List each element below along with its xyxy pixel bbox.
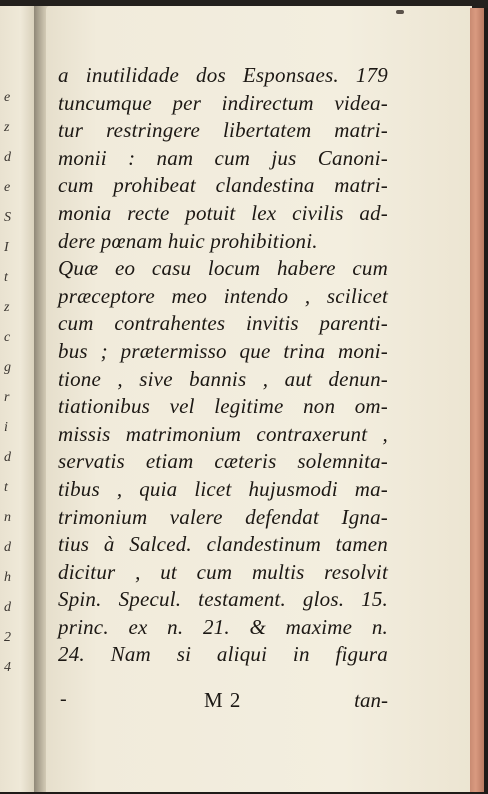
text-line: cum prohibeat clandestina matri- <box>58 173 388 198</box>
red-page-edge <box>470 8 484 792</box>
facing-page-edge <box>0 6 35 792</box>
facing-page-glyph: 2 <box>4 630 11 645</box>
text-line: trimonium valere defendat Igna- <box>58 504 388 529</box>
text-line: tius à Salced. clandestinum tamen <box>58 532 388 557</box>
page-corner-mark <box>396 10 404 14</box>
text-line: cum contrahentes invitis parenti- <box>58 311 388 336</box>
facing-page-glyph: d <box>4 150 11 165</box>
facing-page-glyph: z <box>4 120 10 135</box>
facing-page-glyph: r <box>4 390 10 405</box>
text-line: dicitur , ut cum multis resolvit <box>58 559 388 584</box>
text-line: præceptore meo intendo , scilicet <box>58 283 388 308</box>
catchword: tan- <box>354 688 388 712</box>
text-line: tuncumque per indirectum videa- <box>58 90 388 115</box>
facing-page-glyph: I <box>4 240 9 255</box>
text-line: princ. ex n. 21. & maxime n. <box>58 614 388 639</box>
running-head: a inutilidade dos Esponsaes. 179 <box>58 63 388 87</box>
text-line: missis matrimonium contraxerunt , <box>58 421 388 446</box>
facing-page-glyph: S <box>4 210 11 225</box>
facing-page-glyph: t <box>4 270 8 285</box>
facing-page-glyph: h <box>4 570 11 585</box>
text-line: dere pœnam huic prohibitioni. <box>58 228 318 253</box>
text-line: tur restringere libertatem matri- <box>58 118 388 143</box>
text-line: Spin. Specul. testament. glos. 15. <box>58 587 388 612</box>
text-line: tiationibus vel legitime non om- <box>58 394 388 419</box>
text-line: tione , sive bannis , aut denun- <box>58 366 388 391</box>
footer-mark: - <box>60 688 67 710</box>
facing-page-glyph: c <box>4 330 11 345</box>
text-line: monia recte potuit lex civilis ad- <box>58 200 388 225</box>
facing-page-glyph: d <box>4 450 11 465</box>
text-line: Quæ eo casu locum habere cum <box>58 256 388 281</box>
facing-page-glyph: e <box>4 180 11 195</box>
signature-mark: M 2 <box>204 688 242 712</box>
text-line: monii : nam cum jus Canoni- <box>58 145 388 170</box>
facing-page-glyph: t <box>4 480 8 495</box>
page-text <box>58 62 388 669</box>
text-line: bus ; prætermisso que trina moni- <box>58 338 388 363</box>
facing-page-glyph: n <box>4 510 11 525</box>
facing-page-glyph: i <box>4 420 8 435</box>
facing-page-glyph: g <box>4 360 11 375</box>
facing-page-glyph: d <box>4 600 11 615</box>
facing-page-glyph: z <box>4 300 10 315</box>
text-line: tibus , quia licet hujusmodi ma- <box>58 476 388 501</box>
facing-page-glyph: e <box>4 90 11 105</box>
text-line: 24. Nam si aliqui in figura <box>58 642 388 667</box>
facing-page-glyph: 4 <box>4 660 11 675</box>
text-line: servatis etiam cæteris solemnita- <box>58 449 388 474</box>
page-footer <box>58 688 388 716</box>
facing-page-glyph: d <box>4 540 11 555</box>
